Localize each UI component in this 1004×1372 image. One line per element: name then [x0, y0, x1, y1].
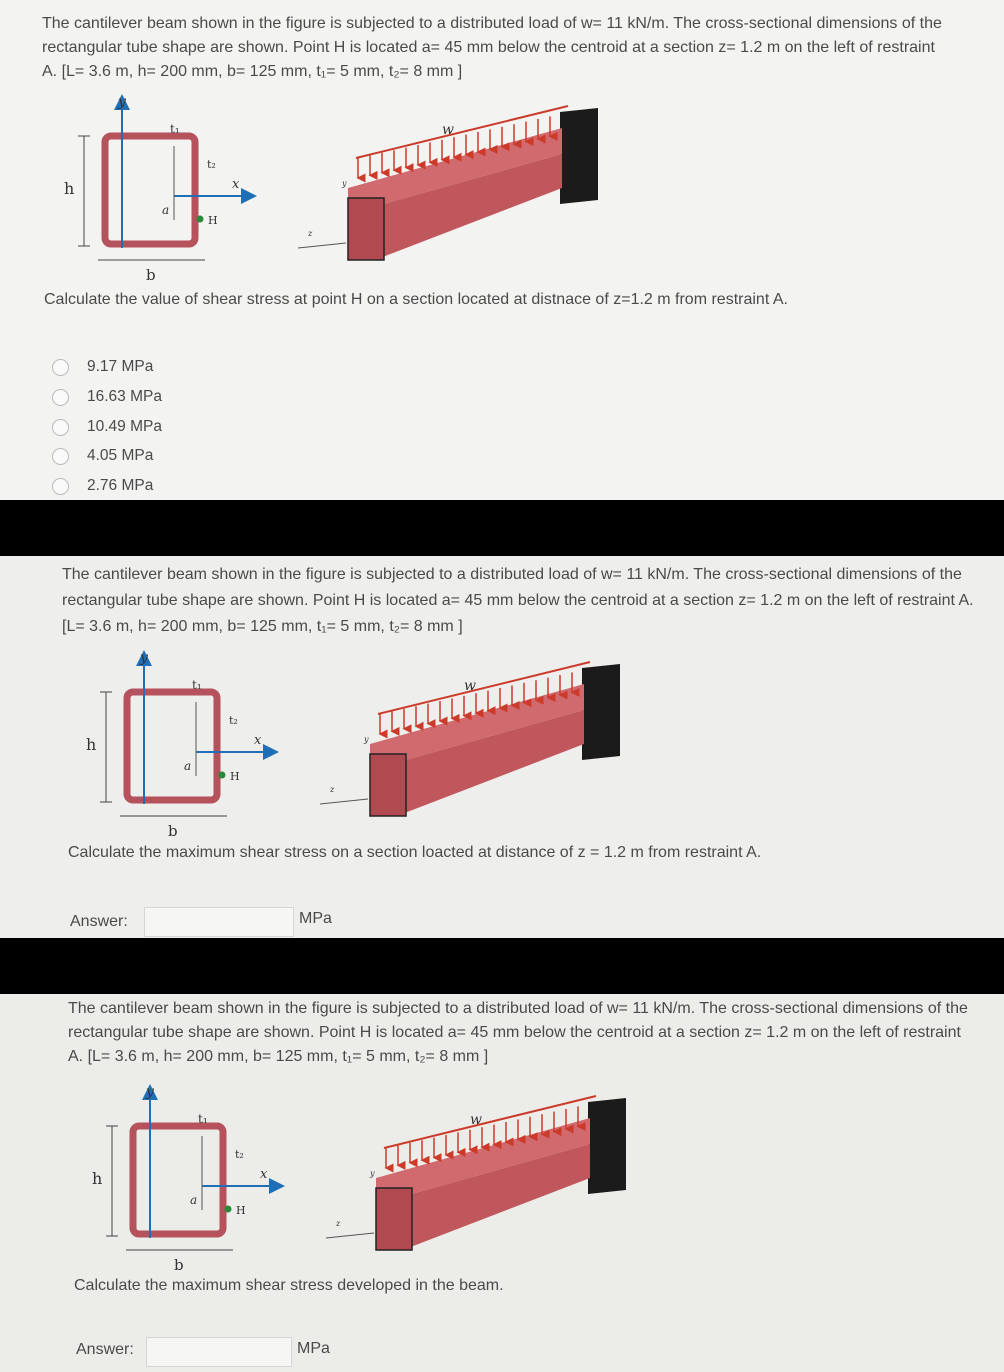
point-H-marker [225, 1206, 232, 1213]
wall-support [588, 1098, 626, 1194]
b-label: b [168, 822, 178, 840]
cross-section [92, 1084, 281, 1274]
w-label: w [470, 1112, 482, 1128]
radio-button[interactable] [52, 419, 69, 436]
question-panel-3 [0, 994, 1004, 1372]
radio-button[interactable] [52, 478, 69, 495]
point-H-marker [197, 216, 204, 223]
option-2[interactable] [52, 383, 162, 411]
h-label: h [86, 735, 97, 754]
a-label: a [162, 203, 170, 217]
radio-button[interactable] [52, 448, 69, 465]
y-axis-label: y [118, 94, 126, 110]
answer-input[interactable] [146, 1337, 292, 1367]
t1-label: t₁ [192, 678, 202, 692]
beam-end-face [370, 754, 406, 816]
h-label: h [92, 1169, 103, 1188]
H-label: H [230, 770, 240, 783]
problem-figure [72, 644, 872, 844]
beam-end-face [348, 198, 384, 260]
x-axis-label: x [254, 733, 262, 748]
a-label: a [184, 759, 192, 773]
t1-label: t₁ [170, 122, 180, 136]
beam-z-axis [320, 799, 368, 804]
y-axis-label: y [146, 1084, 154, 1100]
question-text: Calculate the maximum shear stress developed in the beam. [74, 1277, 504, 1294]
tube-cross-section [127, 692, 217, 800]
beam-z-label: z [330, 785, 335, 794]
cantilever-beam [320, 662, 620, 816]
h-label: h [64, 179, 75, 198]
tube-cross-section [133, 1126, 223, 1234]
radio-button[interactable] [52, 389, 69, 406]
cross-section [64, 94, 253, 284]
unit-label: MPa [297, 1340, 330, 1357]
problem-figure [50, 88, 850, 288]
option-1[interactable] [52, 353, 153, 381]
H-label: H [208, 214, 218, 227]
problem-figure [78, 1078, 878, 1278]
t1-label: t₁ [198, 1112, 208, 1126]
beam-end-face [376, 1188, 412, 1250]
w-label: w [464, 678, 476, 694]
problem-statement: The cantilever beam shown in the figure is subjected to a distributed load of w= 11 kN/m. The cross-sectional dimensions of the rectangular tube shape are shown. Point H is located a= 45 mm below the centroid at a section z= 1.2 m on the left of restraint A. [L= 3.6 m, h= 200 mm, b= 125 mm, t₁= 5 mm, t₂= 8 mm ] [62, 566, 974, 635]
option-label: 2.76 MPa [87, 477, 154, 494]
beam-z-axis [298, 243, 346, 248]
b-label: b [174, 1256, 184, 1274]
question-panel-2 [0, 556, 1004, 938]
wall-support [560, 108, 598, 204]
beam-z-label: z [336, 1219, 341, 1228]
option-3[interactable] [52, 413, 162, 441]
b-label: b [146, 266, 156, 284]
t2-label: t₂ [207, 158, 216, 171]
beam-y-label: y [364, 735, 369, 744]
t2-label: t₂ [229, 714, 238, 727]
question-text: Calculate the maximum shear stress on a section loacted at distance of z = 1.2 m from restraint A. [68, 844, 762, 861]
option-label: 16.63 MPa [87, 388, 162, 405]
unit-label: MPa [299, 910, 332, 927]
option-5[interactable] [52, 472, 153, 500]
problem-statement: The cantilever beam shown in the figure is subjected to a distributed load of w= 11 kN/m. The cross-sectional dimensions of the rectangular tube shape are shown. Point H is located a= 45 mm below the centroid at a section z= 1.2 m on the left of restraint A. [L= 3.6 m, h= 200 mm, b= 125 mm, t₁= 5 mm, t₂= 8 mm ] [68, 1000, 968, 1065]
w-label: w [442, 122, 454, 138]
H-label: H [236, 1204, 246, 1217]
cantilever-beam [326, 1096, 626, 1250]
beam-z-label: z [308, 229, 313, 238]
x-axis-label: x [232, 177, 240, 192]
point-H-marker [219, 772, 226, 779]
wall-support [582, 664, 620, 760]
option-4[interactable] [52, 442, 153, 470]
option-label: 10.49 MPa [87, 418, 162, 435]
a-label: a [190, 1193, 198, 1207]
x-axis-label: x [260, 1167, 268, 1182]
answer-label: Answer: [70, 913, 128, 930]
question-panel-1 [0, 0, 1004, 500]
option-label: 4.05 MPa [87, 447, 154, 464]
cross-section [86, 650, 275, 840]
beam-z-axis [326, 1233, 374, 1238]
tube-cross-section [105, 136, 195, 244]
answer-input[interactable] [144, 907, 294, 937]
beam-y-label: y [342, 179, 347, 188]
y-axis-label: y [140, 650, 148, 666]
option-label: 9.17 MPa [87, 358, 154, 375]
beam-y-label: y [370, 1169, 375, 1178]
t2-label: t₂ [235, 1148, 244, 1161]
answer-label: Answer: [76, 1341, 134, 1358]
problem-statement: The cantilever beam shown in the figure is subjected to a distributed load of w= 11 kN/m. The cross-sectional dimensions of the rectangular tube shape are shown. Point H is located a= 45 mm below the centroid at a section z= 1.2 m on the left of restraint A. [L= 3.6 m, h= 200 mm, b= 125 mm, t₁= 5 mm, t₂= 8 mm ] [42, 15, 942, 80]
question-text: Calculate the value of shear stress at point H on a section located at distnace of z=1.2 m from restraint A. [44, 291, 788, 308]
cantilever-beam [298, 106, 598, 260]
radio-button[interactable] [52, 359, 69, 376]
